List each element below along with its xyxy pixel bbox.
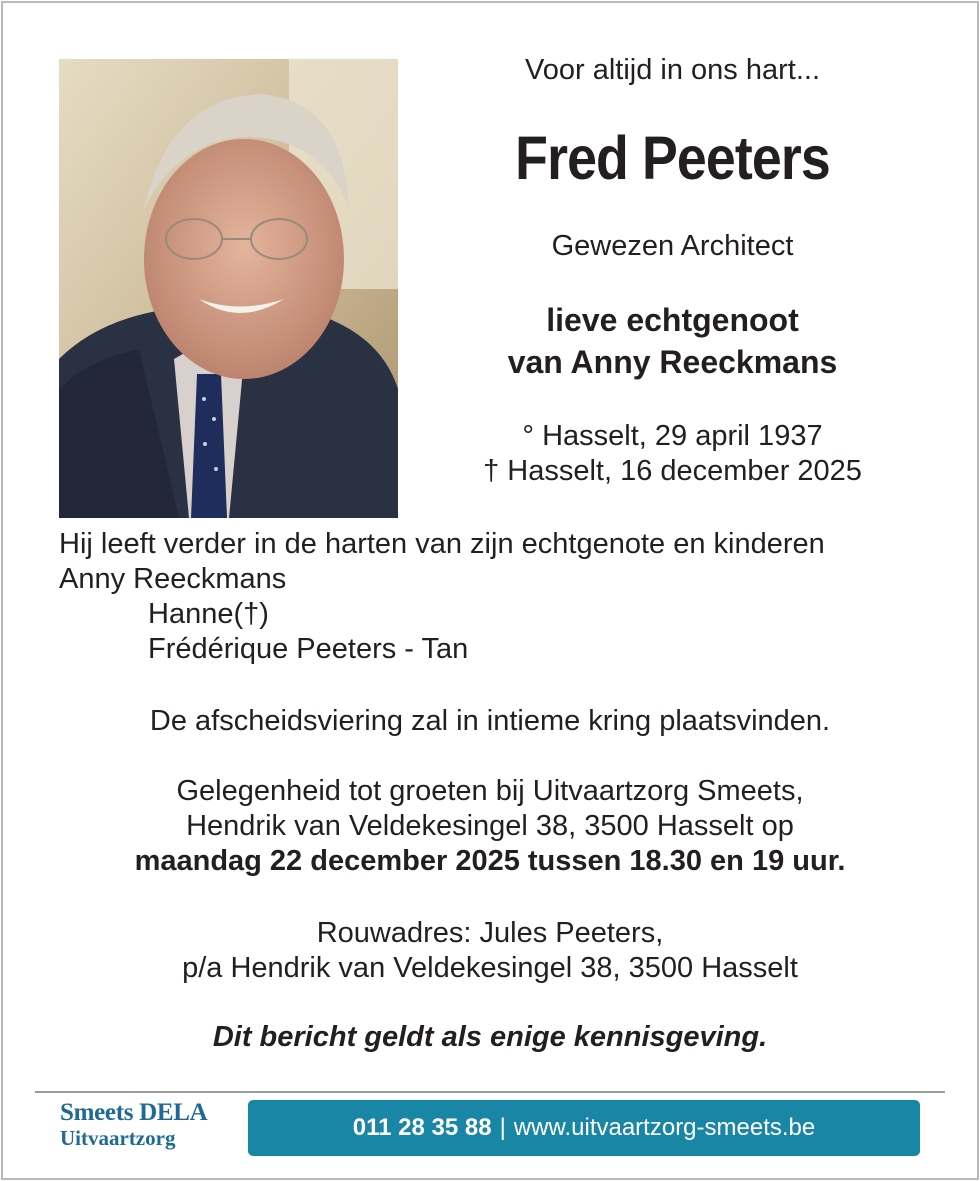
- contact-separator: |: [499, 1114, 506, 1141]
- funeral-home-logo: [60, 1099, 207, 1151]
- family-intro: Hij leeft verder in de harten van zijn echtgenote en kinderen: [59, 528, 825, 560]
- family-child: Hanne(†): [148, 598, 269, 630]
- portrait-photo: [59, 59, 398, 518]
- address-line-1: Rouwadres: Jules Peeters,: [316, 917, 664, 949]
- notice: Dit bericht geldt als enige kennisgeving.: [212, 1021, 768, 1053]
- death-info: † Hasselt, 16 december 2025: [483, 455, 862, 487]
- profession: Gewezen Architect: [551, 230, 794, 262]
- birth-info: ° Hasselt, 29 april 1937: [522, 420, 823, 452]
- visitation-line-1: Gelegenheid tot groeten bij Uitvaartzorg Smeets,: [176, 775, 804, 807]
- motto: Voor altijd in ons hart...: [525, 54, 820, 86]
- spouse-line-2: van Anny Reeckmans: [507, 344, 838, 380]
- logo-line-1: Smeets DELA: [60, 1099, 208, 1126]
- phone-number[interactable]: 011 28 35 88: [352, 1114, 492, 1141]
- visitation-line-2: Hendrik van Veldekesingel 38, 3500 Hasselt op: [186, 810, 794, 842]
- visitation-date: maandag 22 december 2025 tussen 18.30 en 19 uur.: [134, 845, 846, 877]
- spouse-line-1: lieve echtgenoot: [546, 302, 799, 338]
- family-spouse: Anny Reeckmans: [59, 563, 287, 595]
- contact-bar: [248, 1100, 920, 1156]
- footer-divider: [35, 1091, 945, 1093]
- website-link[interactable]: www.uitvaartzorg-smeets.be: [513, 1114, 816, 1141]
- ceremony-note: De afscheidsviering zal in intieme kring plaatsvinden.: [149, 705, 831, 737]
- deceased-name: Fred Peeters: [515, 124, 830, 192]
- family-child: Frédérique Peeters - Tan: [148, 633, 469, 665]
- address-line-2: p/a Hendrik van Veldekesingel 38, 3500 Hasselt: [182, 952, 798, 984]
- logo-line-2: Uitvaartzorg: [60, 1126, 176, 1150]
